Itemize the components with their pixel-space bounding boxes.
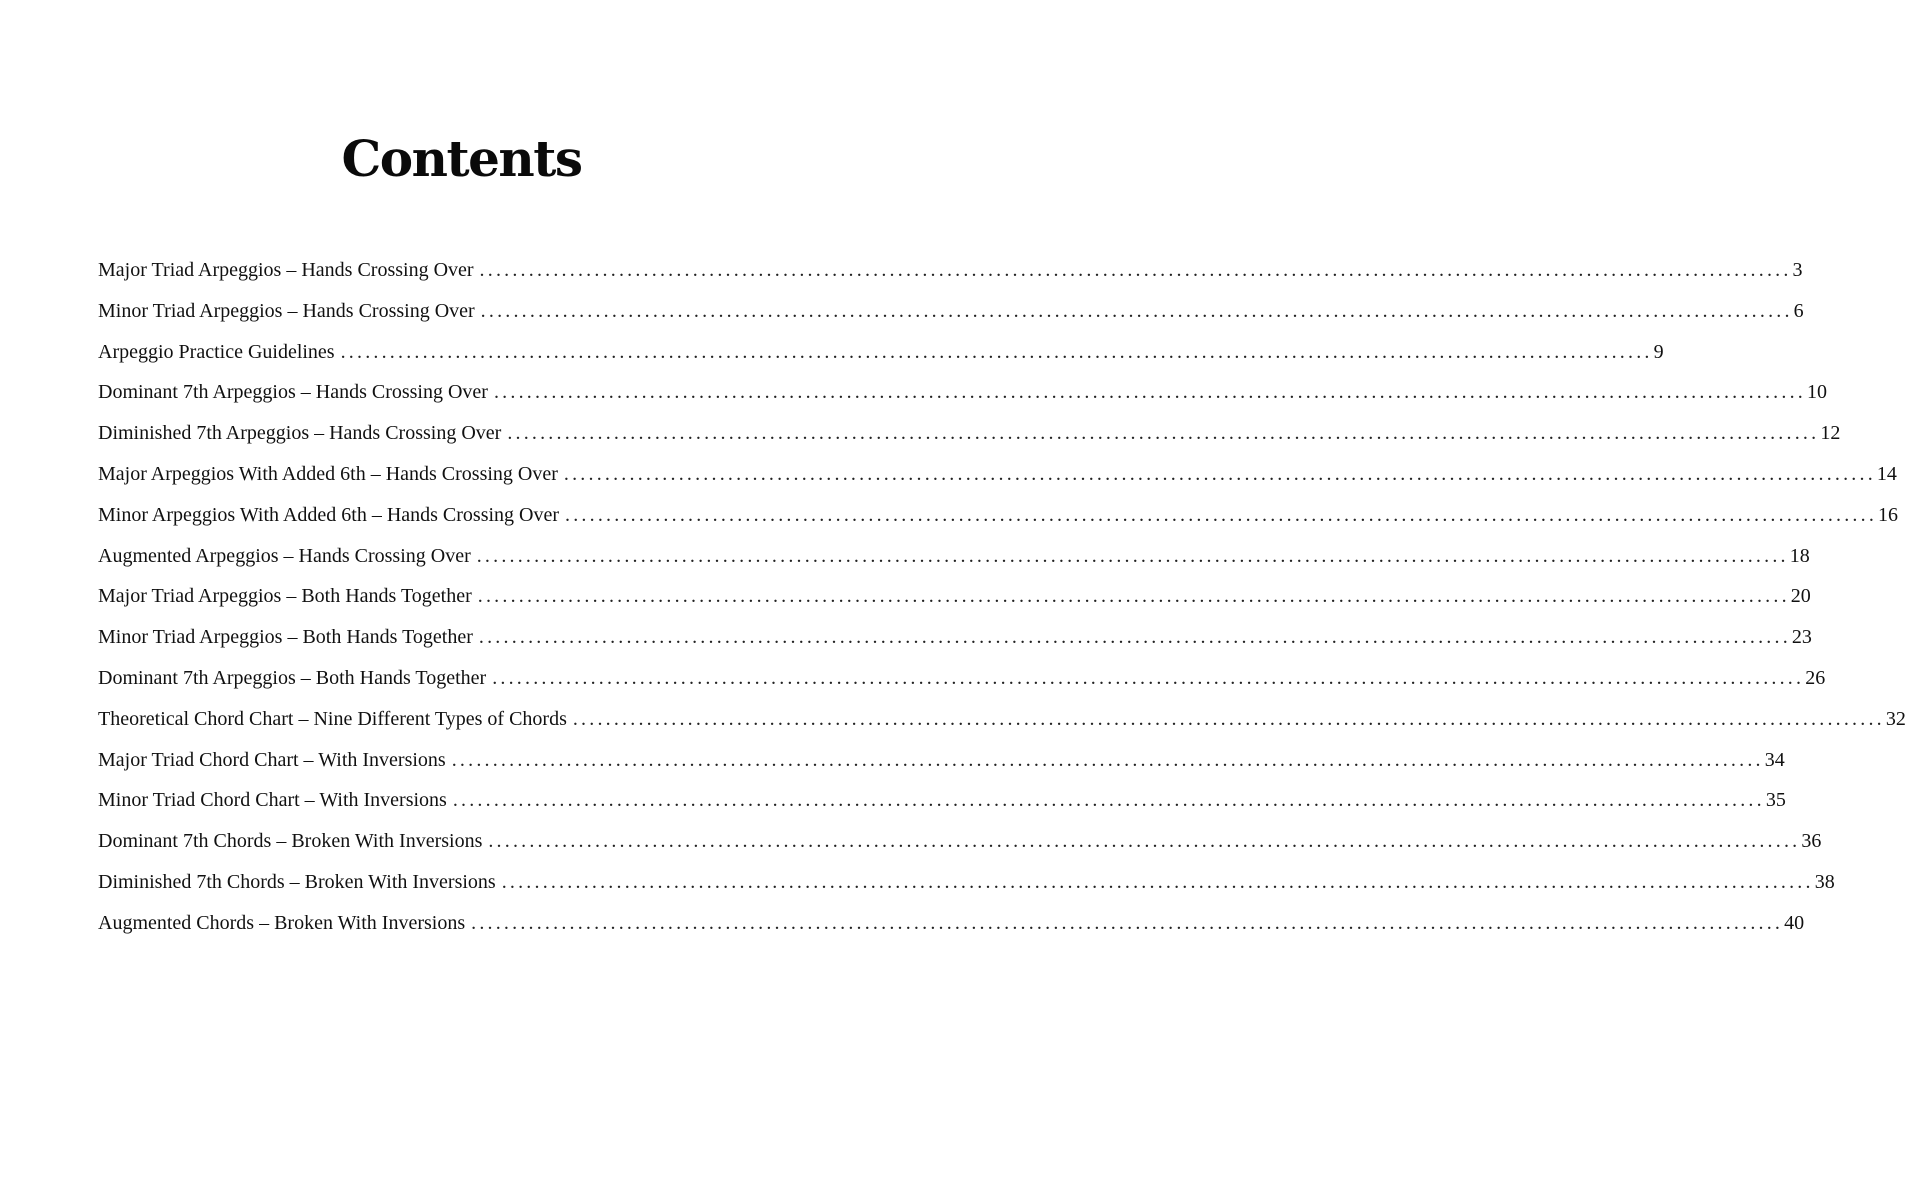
toc-entry-page-number: 23 <box>1791 626 1812 649</box>
dot-leader: ................................................................................................................................................................ <box>488 830 1801 853</box>
dot-leader: ................................................................................................................................................................ <box>451 748 1764 771</box>
toc-entry[interactable] <box>98 454 1897 495</box>
toc-entry-page-number: 6 <box>1793 299 1804 322</box>
toc-entry-title: Diminished 7th Chords – Broken With Inversions <box>98 870 496 893</box>
toc-entry-title: Theoretical Chord Chart – Nine Different Types of Chords <box>98 707 567 730</box>
dot-leader: ................................................................................................................................................................ <box>471 911 1784 934</box>
toc-entry-page-number: 3 <box>1792 259 1803 281</box>
toc-entry-title: Diminished 7th Arpeggios – Hands Crossing Over <box>98 422 502 445</box>
dot-leader: ................................................................................................................................................................ <box>572 707 1885 730</box>
toc-entry[interactable] <box>98 372 1827 413</box>
toc-entry-page-number: 38 <box>1814 870 1835 893</box>
dot-leader: ................................................................................................................................................................ <box>563 462 1876 485</box>
toc-entry-title: Major Triad Arpeggios – Hands Crossing Over <box>98 259 474 281</box>
toc-entry-page-number: 36 <box>1801 830 1822 853</box>
toc-entry-title: Augmented Chords – Broken With Inversions <box>98 911 466 934</box>
dot-leader: ................................................................................................................................................................ <box>476 544 1789 567</box>
toc-entry[interactable] <box>98 821 1822 862</box>
toc-entry-page-number: 9 <box>1653 340 1664 363</box>
toc-entry-page-number: 18 <box>1789 544 1810 567</box>
toc-entry-title: Dominant 7th Arpeggios – Both Hands Together <box>98 666 487 689</box>
page-title: Contents <box>341 128 582 188</box>
toc-entry[interactable] <box>98 658 1826 699</box>
toc-entry[interactable] <box>98 576 1811 617</box>
dot-leader: ................................................................................................................................................................ <box>340 340 1653 363</box>
toc-entry[interactable] <box>98 413 1841 454</box>
toc-entry[interactable] <box>98 903 1805 944</box>
toc-entry[interactable] <box>98 250 1803 291</box>
toc-entry[interactable] <box>98 291 1804 332</box>
toc-entry-title: Augmented Arpeggios – Hands Crossing Over <box>98 544 471 567</box>
toc-entry-title: Minor Triad Chord Chart – With Inversions <box>98 789 447 812</box>
toc-entry-title: Major Triad Chord Chart – With Inversions <box>98 748 446 771</box>
toc-entry[interactable] <box>98 332 1664 373</box>
toc-entry[interactable] <box>98 495 1899 536</box>
toc-entry-page-number: 26 <box>1805 666 1826 689</box>
toc-entry-page-number: 32 <box>1885 707 1906 730</box>
dot-leader: ................................................................................................................................................................ <box>493 381 1806 404</box>
toc-entry-title: Minor Arpeggios With Added 6th – Hands Crossing Over <box>98 503 560 526</box>
dot-leader: ................................................................................................................................................................ <box>478 626 1791 649</box>
toc-entry[interactable] <box>98 740 1785 781</box>
toc-entry-title: Minor Triad Arpeggios – Both Hands Together <box>98 626 473 649</box>
toc-entry-page-number: 10 <box>1806 381 1827 404</box>
toc-entry[interactable] <box>98 617 1812 658</box>
toc-entry[interactable] <box>98 536 1810 577</box>
toc-entry-title: Arpeggio Practice Guidelines <box>98 340 335 363</box>
toc-entry-title: Minor Triad Arpeggios – Hands Crossing Over <box>98 299 475 322</box>
dot-leader: ................................................................................................................................................................ <box>480 299 1793 322</box>
toc-entry-title: Dominant 7th Chords – Broken With Inversions <box>98 830 483 853</box>
toc-entry-page-number: 20 <box>1790 585 1811 608</box>
toc-entry-title: Major Arpeggios With Added 6th – Hands Crossing Over <box>98 462 558 485</box>
toc-entry-title: Dominant 7th Arpeggios – Hands Crossing Over <box>98 381 488 404</box>
dot-leader: ................................................................................................................................................................ <box>507 422 1820 445</box>
toc-entry-page-number: 14 <box>1876 462 1897 485</box>
dot-leader: ................................................................................................................................................................ <box>492 666 1805 689</box>
dot-leader: ................................................................................................................................................................ <box>477 585 1790 608</box>
dot-leader: ................................................................................................................................................................ <box>452 789 1765 812</box>
toc-entry-page-number: 12 <box>1820 422 1841 445</box>
toc-entry-page-number: 35 <box>1765 789 1786 812</box>
toc-entry-title: Major Triad Arpeggios – Both Hands Together <box>98 585 472 608</box>
dot-leader: ................................................................................................................................................................ <box>501 870 1814 893</box>
toc-entry-page-number: 16 <box>1878 503 1899 526</box>
dot-leader: ................................................................................................................................................................ <box>565 503 1878 526</box>
toc-entry[interactable] <box>98 780 1786 821</box>
dot-leader: ................................................................................................................................................................ <box>479 259 1792 281</box>
toc-entry-page-number: 40 <box>1784 911 1805 934</box>
toc-entry[interactable] <box>98 699 1906 740</box>
toc-entry[interactable] <box>98 862 1835 903</box>
toc-entry-page-number: 34 <box>1764 748 1785 771</box>
table-of-contents <box>98 250 1906 944</box>
